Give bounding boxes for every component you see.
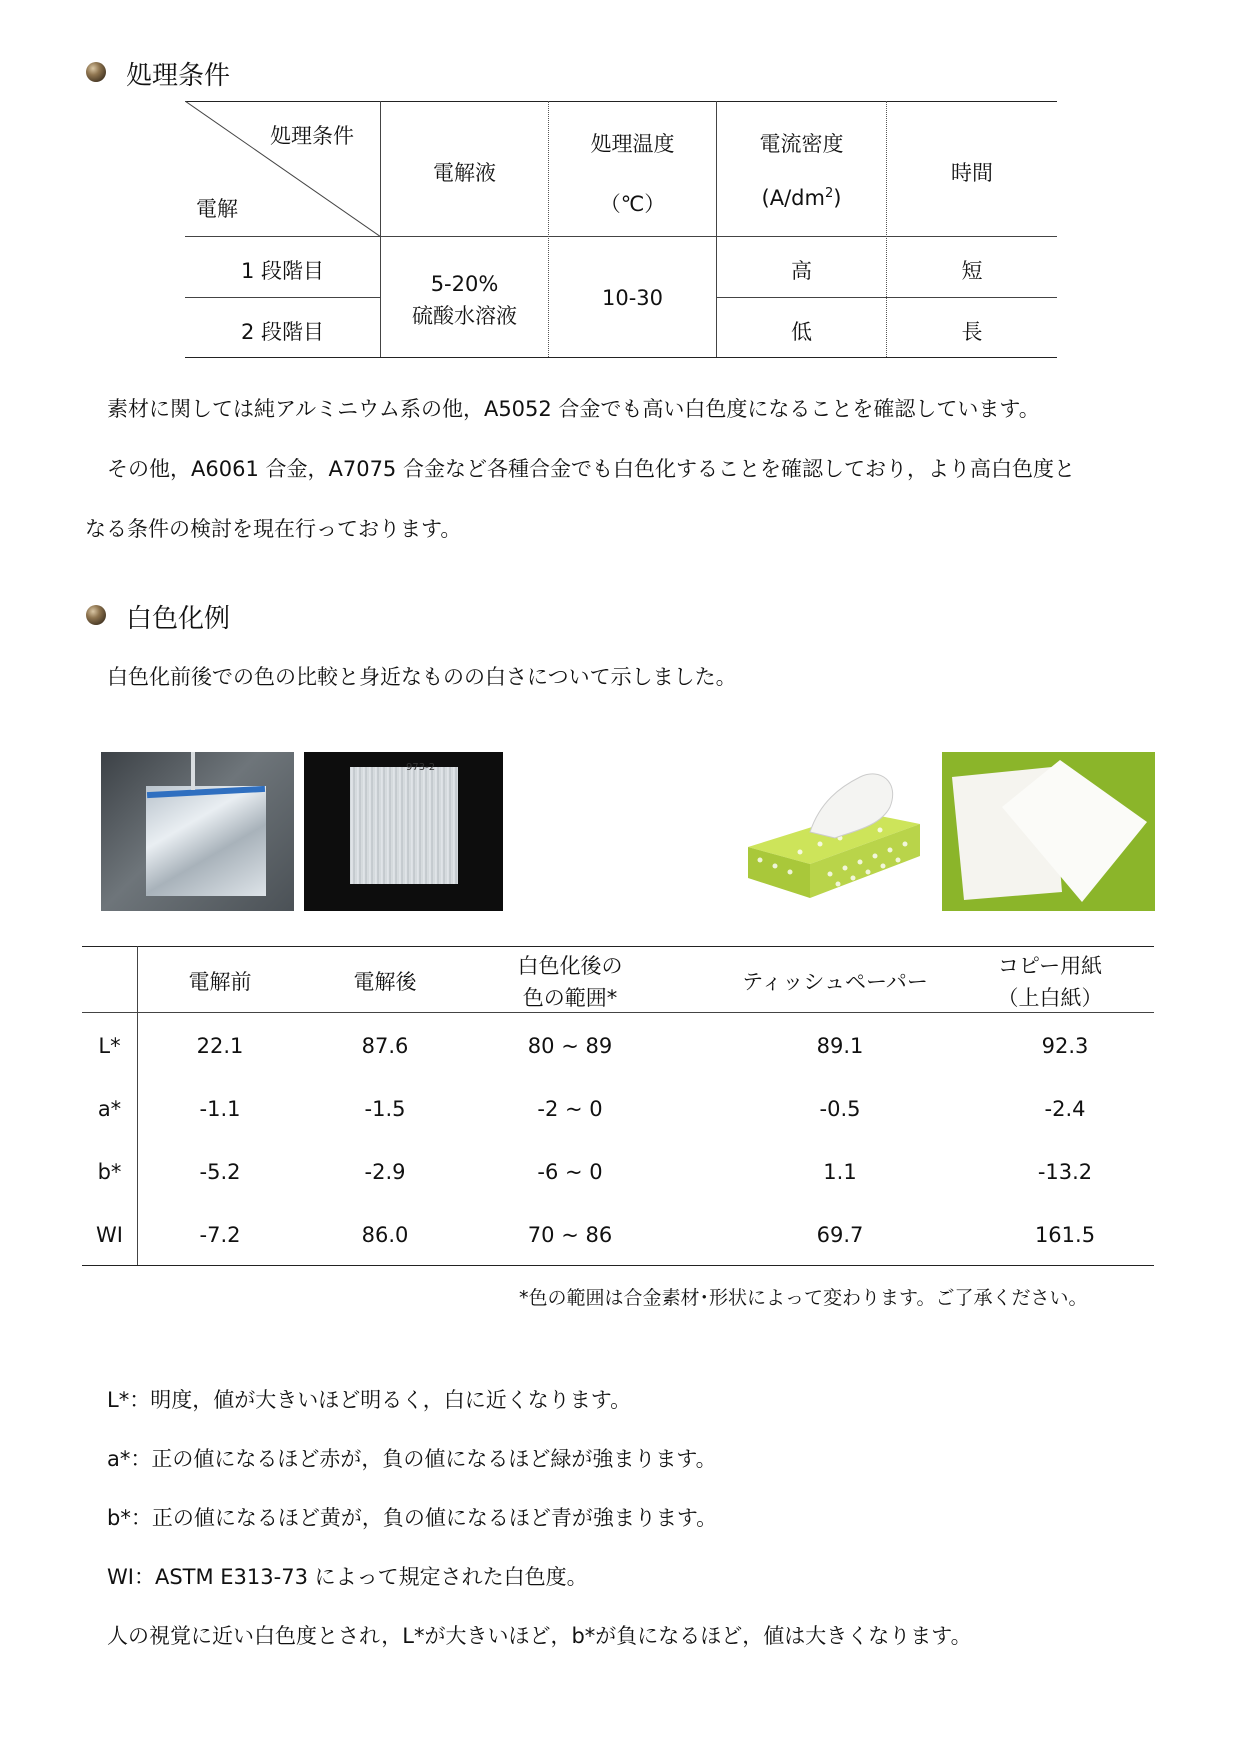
photo-copy-paper <box>942 752 1155 911</box>
stage-2: 2 段階目 <box>240 320 325 344</box>
paragraph-2-line-1: その他，A6061 合金，A7075 合金など各種合金でも白色化することを確認しており，より高白色度と <box>107 457 1075 481</box>
table-cell: 87.6 <box>361 1034 409 1058</box>
table-cell: 70 ~ 86 <box>527 1223 613 1247</box>
header-temp-unit: （℃） <box>599 192 666 216</box>
header-current-unit: $(A/dm^2)$ <box>761 186 842 210</box>
photo-before-electrolysis <box>101 752 294 911</box>
header-time: 時間 <box>951 161 993 185</box>
header-temp: 処理温度 <box>590 132 675 156</box>
header-copy-paper-sub: （上白紙） <box>997 986 1103 1010</box>
note-wi: WI：ASTM E313-73 によって規定された白色度。 <box>107 1565 588 1589</box>
table-cell: -7.2 <box>199 1223 241 1247</box>
header-current: 電流密度 <box>759 132 844 156</box>
row-label: WI <box>96 1223 123 1247</box>
paragraph-1: 素材に関しては純アルミニウム系の他，A5052 合金でも高い白色度になることを確認しています。 <box>107 397 1040 421</box>
header-before: 電解前 <box>188 970 252 994</box>
header-tissue: ティッシュペーパー <box>742 970 928 994</box>
header-electrolyte: 電解液 <box>433 161 496 185</box>
intro-text: 白色化前後での色の比較と身近なものの白さについて示しました。 <box>107 665 737 689</box>
table-cell: -0.5 <box>819 1097 861 1121</box>
bullet-icon <box>86 605 106 625</box>
header-range-line-2: 色の範囲* <box>522 986 618 1010</box>
current-1: 高 <box>791 259 812 283</box>
note-l: L*：明度，値が大きいほど明るく，白に近くなります。 <box>107 1388 632 1412</box>
corner-header-bottom: 電解 <box>196 197 238 221</box>
table-cell: 161.5 <box>1034 1223 1096 1247</box>
header-range-line-1: 白色化後の <box>517 954 623 978</box>
photo-tissue-box <box>740 752 930 911</box>
time-2: 長 <box>961 320 983 344</box>
table-cell: 69.7 <box>816 1223 864 1247</box>
table-cell: -1.1 <box>199 1097 241 1121</box>
row-label: a* <box>97 1097 122 1121</box>
table-cell: 80 ~ 89 <box>527 1034 613 1058</box>
table-cell: -2 ~ 0 <box>537 1097 603 1121</box>
note-wi-detail: 人の視覚に近い白色度とされ，L*が大きいほど，b*が負になるほど，値は大きくなります。 <box>107 1624 972 1648</box>
table-cell: -2.4 <box>1044 1097 1086 1121</box>
note-a: a*：正の値になるほど赤が，負の値になるほど緑が強まります。 <box>107 1447 717 1471</box>
footnote: *色の範囲は合金素材･形状によって変わります。ご了承ください。 <box>519 1287 1088 1309</box>
time-1: 短 <box>961 259 983 283</box>
table-cell: -13.2 <box>1037 1160 1093 1184</box>
table-cell: -5.2 <box>199 1160 241 1184</box>
table-cell: 86.0 <box>361 1223 409 1247</box>
electrolyte-value-2: 硫酸水溶液 <box>412 304 517 328</box>
photo-after-electrolysis <box>304 752 503 911</box>
paragraph-2-line-2: なる条件の検討を現在行っております。 <box>85 517 462 541</box>
table-cell: -6 ~ 0 <box>537 1160 603 1184</box>
bullet-icon <box>86 62 106 82</box>
current-2: 低 <box>791 320 812 344</box>
table-cell: 22.1 <box>196 1034 244 1058</box>
stage-1: 1 段階目 <box>240 259 325 283</box>
temp-value: 10-30 <box>601 286 664 310</box>
section-title-conditions: 処理条件 <box>126 61 231 91</box>
header-copy-paper: コピー用紙 <box>997 954 1103 978</box>
row-label: b* <box>97 1160 122 1184</box>
sample-label: 973-2 <box>406 762 436 773</box>
table-cell: -2.9 <box>364 1160 406 1184</box>
table-cell: 1.1 <box>823 1160 857 1184</box>
table-cell: 92.3 <box>1041 1034 1089 1058</box>
row-label: L* <box>98 1034 121 1058</box>
corner-header-top: 処理条件 <box>270 124 354 148</box>
note-b: b*：正の値になるほど黄が，負の値になるほど青が強まります。 <box>107 1506 718 1530</box>
section-title-examples: 白色化例 <box>126 604 231 634</box>
table-cell: 89.1 <box>816 1034 864 1058</box>
electrolyte-value-1: 5-20% <box>430 272 499 296</box>
table-cell: -1.5 <box>364 1097 406 1121</box>
header-after: 電解後 <box>353 970 417 994</box>
